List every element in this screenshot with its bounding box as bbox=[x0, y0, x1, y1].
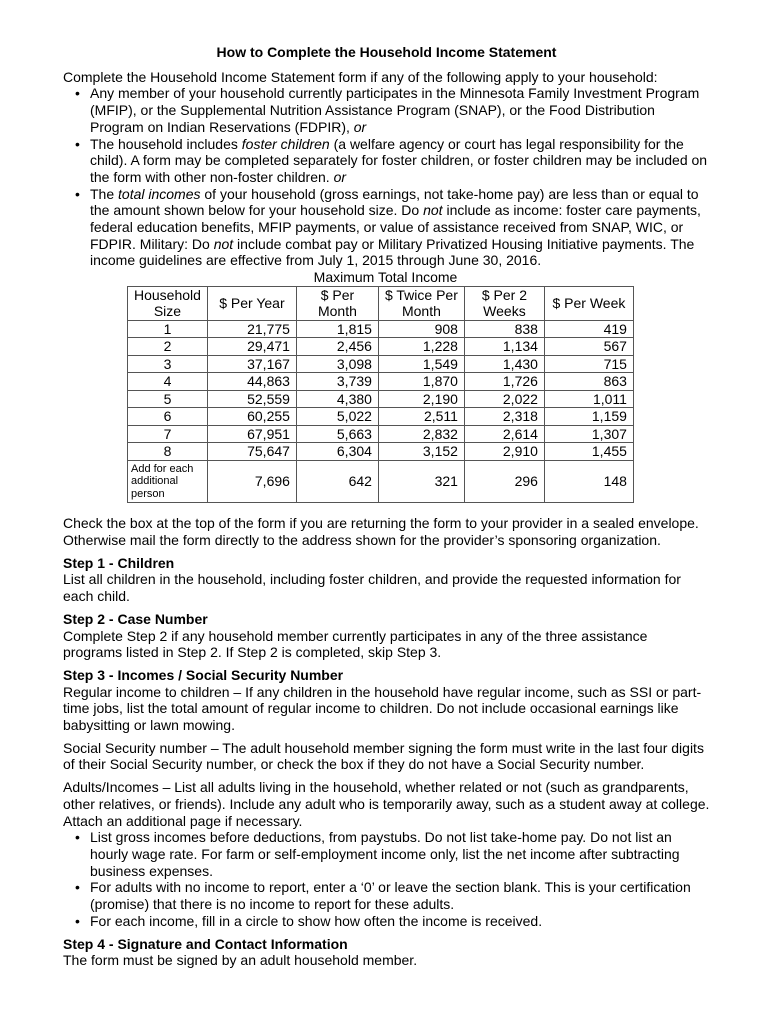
table-cell: 7 bbox=[128, 425, 208, 443]
table-cell: 4,380 bbox=[296, 390, 378, 408]
table-row bbox=[128, 425, 634, 443]
table-cell: 3,152 bbox=[378, 443, 464, 461]
column-header: $ Per 2 Weeks bbox=[464, 286, 544, 320]
text: total incomes bbox=[118, 185, 201, 202]
text: of your household (gross earnings, not take-home pay) are less than or equal to the amount shown below for your household size. Do bbox=[90, 185, 699, 219]
check-box-instructions: Check the box at the top of the form if you are returning the form to your provider in a sealed envelope. Otherwise mail the form directly to the address shown for the provider’s sponsoring organization. bbox=[63, 515, 699, 549]
table-caption: Maximum Total Income bbox=[313, 269, 458, 286]
list-item bbox=[63, 136, 710, 186]
table-row bbox=[128, 460, 634, 503]
table-cell: 3,739 bbox=[296, 373, 378, 391]
table-cell: 1,228 bbox=[378, 338, 464, 356]
step2-text: Complete Step 2 if any household member currently participates in any of the three assistance programs listed in Step 2. If Step 2 is completed, skip Step 3. bbox=[63, 627, 648, 661]
table-cell: 715 bbox=[544, 355, 633, 373]
step4-text: The form must be signed by an adult household member. bbox=[63, 952, 418, 969]
table-cell: 60,255 bbox=[207, 408, 296, 426]
table-cell: 1,307 bbox=[544, 425, 633, 443]
table-cell: 3 bbox=[128, 355, 208, 373]
table-cell: 44,863 bbox=[207, 373, 296, 391]
table-cell: 5,022 bbox=[296, 408, 378, 426]
list-item: • For each income, fill in a circle to show how often the income is received. bbox=[63, 913, 710, 930]
table-cell: Add for each additional person bbox=[128, 460, 208, 503]
table-cell: 1,134 bbox=[464, 338, 544, 356]
text: (a welfare agency or court has legal responsibility for the child). A form may be completed separately for foster children, or foster children may be included on the form with other non-foster children. bbox=[90, 135, 708, 185]
table-cell: 6 bbox=[128, 408, 208, 426]
text: or bbox=[353, 118, 367, 135]
table-cell: 3,098 bbox=[296, 355, 378, 373]
table-row bbox=[128, 320, 634, 338]
text: include as income: foster care payments, federal education benefits, MFIP payments, or value of assistance received from SNAP, WIC, or FDPIR. Military: Do bbox=[90, 202, 701, 252]
table-cell: 419 bbox=[544, 320, 633, 338]
list-item bbox=[63, 186, 710, 270]
column-header: $ Per Month bbox=[296, 286, 378, 320]
text: Any member of your household currently participates in the Minnesota Family Investment Program (MFIP), or the Supplemental Nutrition Assistance Program (SNAP), or the Food Distribution Program on Indian Reservations (FDPIR), bbox=[90, 85, 700, 135]
page-title: How to Complete the Household Income Statement bbox=[216, 44, 557, 60]
table-cell: 148 bbox=[544, 460, 633, 503]
intro-text: Complete the Household Income Statement form if any of the following apply to your household: bbox=[63, 68, 658, 85]
table-cell: 21,775 bbox=[207, 320, 296, 338]
list-item bbox=[63, 85, 710, 135]
eligibility-list bbox=[63, 85, 710, 269]
step3-ssn: Social Security number – The adult household member signing the form must write in the last four digits of their Social Security number, or check the box if they do not have a Social Security number. bbox=[63, 739, 704, 773]
table-cell: 1,430 bbox=[464, 355, 544, 373]
table-cell: 37,167 bbox=[207, 355, 296, 373]
list-item: • For adults with no income to report, enter a ‘0’ or leave the section blank. This is your certification (promise) that there is no income to report for these adults. bbox=[63, 879, 710, 912]
step1-heading: Step 1 - Children bbox=[63, 554, 175, 571]
table-cell: 8 bbox=[128, 443, 208, 461]
table-row bbox=[128, 390, 634, 408]
table-cell: 1,726 bbox=[464, 373, 544, 391]
table-cell: 52,559 bbox=[207, 390, 296, 408]
table-cell: 838 bbox=[464, 320, 544, 338]
table-cell: 1,549 bbox=[378, 355, 464, 373]
step3-heading: Step 3 - Incomes / Social Security Number bbox=[63, 666, 344, 683]
text: include combat pay or Military Privatized Housing Initiative payments. The income guidelines are effective from July 1, 2015 through June 30, 2016. bbox=[90, 235, 695, 269]
text: not bbox=[213, 235, 234, 252]
table-cell: 2,910 bbox=[464, 443, 544, 461]
step3-regular-income: Regular income to children – If any children in the household have regular income, such as SSI or part-time jobs, list the total amount of regular income to children. Do not include occasional earnings like babysitting or lawn mowing. bbox=[63, 683, 702, 734]
step3-adults: Adults/Incomes – List all adults living in the household, whether related or not (such as grandparents, other relatives, or friends). Include any adult who is temporarily away, such as a student away at college. Attach an additional page if necessary. bbox=[63, 779, 710, 829]
table-row bbox=[128, 443, 634, 461]
table-cell: 1,870 bbox=[378, 373, 464, 391]
table-cell: 642 bbox=[296, 460, 378, 503]
column-header: $ Per Week bbox=[544, 286, 633, 320]
table-row bbox=[128, 355, 634, 373]
text: foster children bbox=[241, 135, 330, 152]
table-cell: 321 bbox=[378, 460, 464, 503]
table-cell: 67,951 bbox=[207, 425, 296, 443]
table-cell: 908 bbox=[378, 320, 464, 338]
column-header: $ Twice Per Month bbox=[378, 286, 464, 320]
table-row bbox=[128, 408, 634, 426]
list-item: • List gross incomes before deductions, from paystubs. Do not list take-home pay. Do not list an hourly wage rate. For farm or self-employment income only, list the net income after subtracting business expenses. bbox=[63, 829, 710, 879]
text: not bbox=[423, 202, 443, 219]
table-cell: 5 bbox=[128, 390, 208, 408]
table-cell: 2,511 bbox=[378, 408, 464, 426]
table-cell: 2,832 bbox=[378, 425, 464, 443]
text: The household includes bbox=[90, 135, 242, 152]
table-cell: 5,663 bbox=[296, 425, 378, 443]
step3-list bbox=[63, 829, 710, 929]
table-cell: 863 bbox=[544, 373, 633, 391]
table-row bbox=[128, 338, 634, 356]
table-cell: 567 bbox=[544, 338, 633, 356]
table-cell: 7,696 bbox=[207, 460, 296, 503]
step1-text: List all children in the household, including foster children, and provide the requested information for each child. bbox=[63, 571, 681, 605]
table-cell: 1,011 bbox=[544, 390, 633, 408]
column-header: $ Per Year bbox=[207, 286, 296, 320]
table-cell: 29,471 bbox=[207, 338, 296, 356]
table-cell: 4 bbox=[128, 373, 208, 391]
table-cell: 2,614 bbox=[464, 425, 544, 443]
table-cell: 2,022 bbox=[464, 390, 544, 408]
column-header: Household Size bbox=[128, 286, 208, 320]
step2-heading: Step 2 - Case Number bbox=[63, 610, 208, 627]
table-cell: 1 bbox=[128, 320, 208, 338]
table-cell: 296 bbox=[464, 460, 544, 503]
table-cell: 2 bbox=[128, 338, 208, 356]
text: or bbox=[333, 168, 347, 185]
table-cell: 1,815 bbox=[296, 320, 378, 338]
table-cell: 1,159 bbox=[544, 408, 633, 426]
table-cell: 6,304 bbox=[296, 443, 378, 461]
table-cell: 1,455 bbox=[544, 443, 633, 461]
step4-heading: Step 4 - Signature and Contact Information bbox=[63, 935, 348, 952]
table-cell: 2,190 bbox=[378, 390, 464, 408]
table-row bbox=[128, 373, 634, 391]
income-table bbox=[127, 286, 634, 504]
table-cell: 75,647 bbox=[207, 443, 296, 461]
text: The bbox=[90, 185, 119, 202]
table-cell: 2,318 bbox=[464, 408, 544, 426]
table-cell: 2,456 bbox=[296, 338, 378, 356]
